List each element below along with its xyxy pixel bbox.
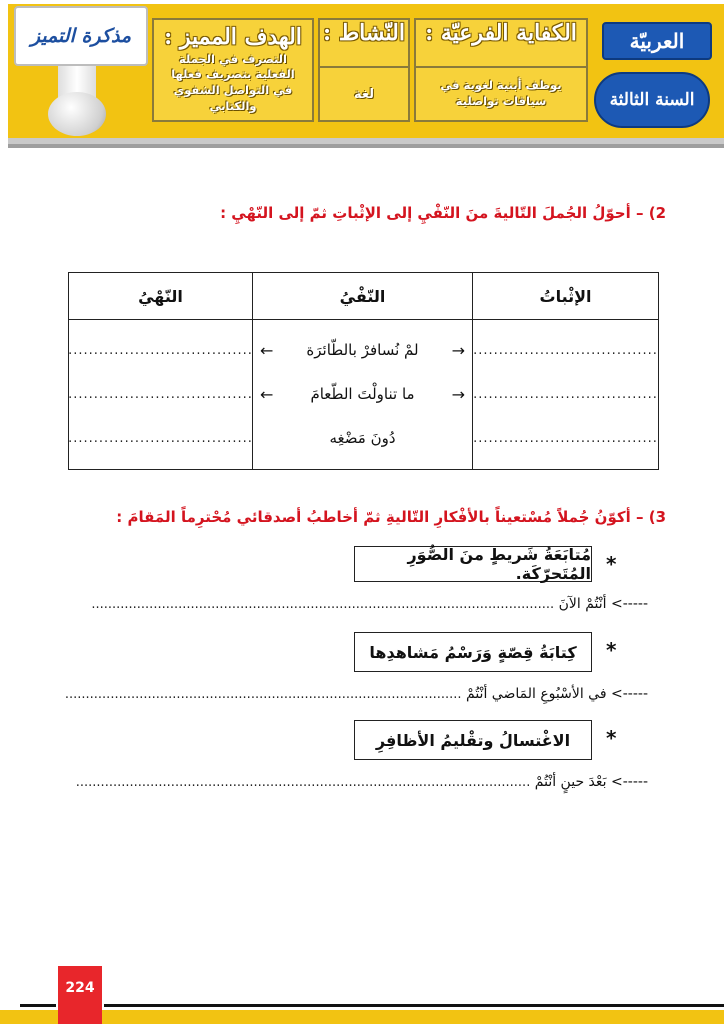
subject-label: العربيّة <box>602 22 712 60</box>
column-header-affirmation: الإثْباتُ <box>473 273 659 320</box>
idea-box: مُتابَعَةُ شَريطٍ منَ الصُّوَرِ المُتَحرّكَة. <box>354 546 592 582</box>
dots-line: .................................... <box>68 430 253 446</box>
idea-box: كِتابَةُ قِصّةٍ وَرَسْمُ مَشاهدِها <box>354 632 592 672</box>
competency-text: يوظف أبنية لغوية في سياقات تواصلية <box>440 78 562 108</box>
logo-text: مذكرة التميز <box>30 25 132 47</box>
exercise3-heading: 3) – أكوّنُ جُملاً مُسْتعيناً بالأفْكارِ التّاليةِ ثمّ أخاطبُ أصدقائي مُحْترِماً المَقامَ : <box>116 508 666 526</box>
answer-line <box>70 328 251 372</box>
prompt-line <box>65 686 648 702</box>
prohibition-cell <box>69 320 253 470</box>
footer-rule <box>104 1004 724 1007</box>
column-header-negation: النّفْيُ <box>253 273 473 320</box>
competency-title: الكفاية الفرعيّة : <box>425 20 577 46</box>
competency-divider <box>416 66 586 120</box>
prompt-text: في الأسْبُوعِ المَاضي أنْتُمْ <box>466 686 607 702</box>
dots-line: .................................... <box>473 342 658 358</box>
bullet-star: * <box>606 552 617 576</box>
goal-title: الهدف المميز : <box>164 23 302 50</box>
logo-ball <box>48 92 106 136</box>
dots-line: ................................................................................................ <box>64 687 462 702</box>
dots-line: .................................... <box>68 342 253 358</box>
answer-line <box>70 416 251 460</box>
arrow-left-icon: ← <box>260 384 274 404</box>
bullet-star: * <box>606 638 617 662</box>
bullet-star: * <box>606 726 617 750</box>
negation-sentence: لمْ نُسافرْ بالطّائرَة <box>306 341 419 359</box>
level-label: السنة الثالثة <box>594 72 710 128</box>
prompt-arrow: -----> <box>611 774 648 790</box>
column-header-prohibition: النّهْيُ <box>69 273 253 320</box>
dots-line: ................................................................................................................ <box>91 597 555 612</box>
negation-cell <box>253 320 473 470</box>
competency-box <box>414 18 588 122</box>
negation-line <box>254 328 471 372</box>
dots-line: .................................... <box>473 430 658 446</box>
footer-rule <box>20 1004 56 1007</box>
activity-text: لغة <box>353 86 375 102</box>
dots-line: .................................... <box>68 386 253 402</box>
prompt-text: بَعْدَ حينٍ أنْتُمْ <box>534 774 607 790</box>
activity-box <box>318 18 410 122</box>
footer-band <box>0 1010 724 1024</box>
prompt-line <box>91 596 648 612</box>
table-body-row <box>69 320 659 470</box>
table-header-row <box>69 273 659 320</box>
prompt-arrow: -----> <box>611 596 648 612</box>
answer-line <box>474 416 657 460</box>
page-number: 224 <box>58 966 102 1024</box>
transform-table <box>68 272 658 470</box>
affirmation-cell <box>473 320 659 470</box>
answer-line <box>474 372 657 416</box>
activity-divider <box>320 66 408 120</box>
prompt-line <box>76 774 648 790</box>
exercise2-heading: 2) – أحوّلُ الجُملَ التّاليةَ منَ النّفْيِ إلى الإثْباتِ ثمّ إلى النّهْيِ : <box>220 204 666 222</box>
dots-line: .................................... <box>473 386 658 402</box>
goal-text: التصرف في الجملة الفعلية بتصريف فعلها في التواصل الشفوي والكتابي <box>171 51 295 113</box>
prompt-text: أنْتُمْ الآنَ <box>558 596 607 612</box>
arrow-right-icon: → <box>451 384 465 404</box>
goal-box <box>152 18 314 122</box>
arrow-left-icon: ← <box>260 340 274 360</box>
negation-sentence: دُونَ مَضْغِه <box>329 429 396 447</box>
negation-line <box>254 416 471 460</box>
prompt-arrow: -----> <box>611 686 648 702</box>
logo-plate <box>14 6 148 66</box>
transform-table-grid <box>68 272 659 470</box>
activity-title: النّشاط : <box>323 20 405 46</box>
negation-line <box>254 372 471 416</box>
negation-sentence: ما تناولْتَ الطّعامَ <box>310 385 415 403</box>
dots-line: .............................................................................................................. <box>75 775 531 790</box>
idea-box: الاغْتسالُ وتقْليمُ الأظافِرِ <box>354 720 592 760</box>
answer-line <box>474 328 657 372</box>
answer-line <box>70 372 251 416</box>
arrow-right-icon: → <box>451 340 465 360</box>
